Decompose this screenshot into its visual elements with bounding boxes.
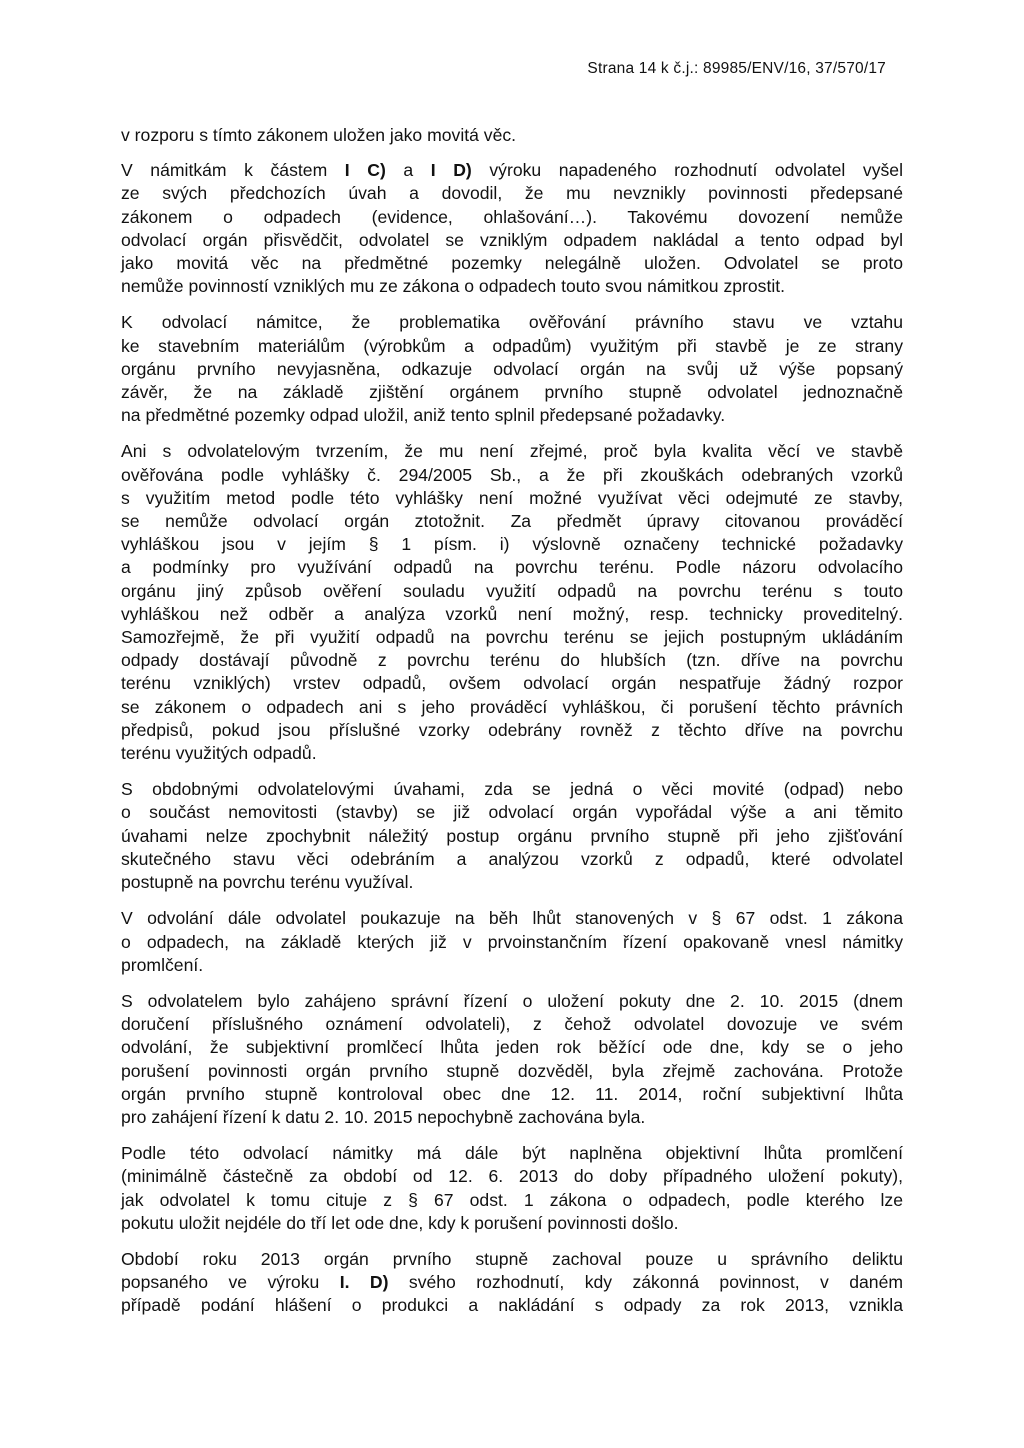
continuation-line: v rozporu s tímto zákonem uložen jako movitá věc.	[121, 125, 517, 145]
text-line: Samozřejmě, že při využití odpadů na povrchu terénu se jejich postupným ukládáním	[121, 627, 903, 648]
paragraph	[121, 159, 903, 298]
text-line: o součást nemovitosti (stavby) se již odvolací orgán vypořádal výše a ani těmito	[121, 802, 903, 823]
text-line: Podle této odvolací námitky má dále být naplněna objektivní lhůta promlčení	[121, 1143, 903, 1164]
document-body	[121, 124, 903, 1331]
text-line: se zákonem o odpadech ani s jeho prováděcí vyhláškou, či porušení těchto právních	[121, 696, 903, 717]
text-line: orgán prvního stupně kontroloval obec dne 12. 11. 2014, roční subjektivní lhůta	[121, 1083, 903, 1104]
text-line: ke stavebním materiálům (výrobkům a odpadům) využitým při stavbě je ze strany	[121, 335, 903, 356]
paragraph	[121, 778, 903, 894]
text-line: vyhláškou než odběr a analýza vzorků není možný, resp. technicky proveditelný.	[121, 603, 903, 624]
text-line: závěr, že na základě zjištění orgánem prvního stupně odvolatel jednoznačně	[121, 382, 903, 403]
text-line: ze svých předchozích úvah a dovodil, že mu nevznikly povinnosti předepsané	[121, 183, 903, 204]
text-line: vyhláškou jsou v jejím § 1 písm. i) výslovně označeny technické požadavky	[121, 534, 903, 555]
text-line: (minimálně částečně za období od 12. 6. 2013 do doby případného uložení pokuty),	[121, 1166, 903, 1187]
text-line: popsaného ve výroku I. D) svého rozhodnutí, kdy zákonná povinnost, v daném	[121, 1272, 904, 1293]
text-line: postupně na povrchu terénu využíval.	[121, 872, 414, 893]
text-line: orgánu jiný způsob ověření souladu využití odpadů na povrchu terénu s touto	[121, 580, 903, 601]
text-line: porušení povinnosti orgán prvního stupně dozvěděl, byla zřejmě zachována. Protože	[121, 1060, 903, 1081]
text-line: K odvolací námitce, že problematika ověřování právního stavu ve vztahu	[121, 312, 903, 333]
text-line: Období roku 2013 orgán prvního stupně zachoval pouze u správního deliktu	[121, 1248, 903, 1269]
text-line: předpisů, pokud jsou příslušné vzorky odebrány rovněž z těchto dříve na povrchu	[121, 719, 903, 740]
paragraph-list	[121, 159, 903, 1317]
paragraph	[121, 990, 903, 1129]
text-line: terénu vzniklých) vrstev odpadů, ovšem odvolací orgán nespatřuje žádný rozpor	[121, 673, 903, 694]
text-line: odvolací orgán přisvědčit, odvolatel se vzniklým odpadem nakládal a tento odpad byl	[121, 229, 903, 250]
text-line: o odpadech, na základě kterých již v prvoinstančním řízení opakovaně vnesl námitky	[121, 931, 903, 952]
text-line: V odvolání dále odvolatel poukazuje na běh lhůt stanovených v § 67 odst. 1 zákona	[121, 908, 903, 929]
paragraph	[121, 907, 903, 977]
text-line: na předmětné pozemky odpad uložil, aniž tento splnil předepsané požadavky.	[121, 405, 726, 426]
text-line: se nemůže odvolací orgán ztotožnit. Za předmět úpravy citovanou prováděcí	[121, 511, 903, 532]
text-line: nemůže povinností vzniklých mu ze zákona o odpadech touto svou námitkou zprostit.	[121, 276, 786, 297]
text-line: případě podání hlášení o produkci a nakládání s odpady za rok 2013, vznikla	[121, 1295, 903, 1316]
text-line: Ani s odvolatelovým tvrzením, že mu není zřejmé, proč byla kvalita věcí ve stavbě	[121, 441, 903, 462]
text-line: pro zahájení řízení k datu 2. 10. 2015 nepochybně zachována byla.	[121, 1106, 646, 1127]
text-line: S obdobnými odvolatelovými úvahami, zda se jedná o věci movité (odpad) nebo	[121, 779, 903, 800]
text-line: jako movitá věc na předmětné pozemky nelegálně uložen. Odvolatel se proto	[121, 253, 903, 274]
paragraph	[121, 1248, 903, 1318]
text-line: terénu využitých odpadů.	[121, 743, 317, 764]
text-line: V námitkám k částem I C) a I D) výroku napadeného rozhodnutí odvolatel vyšel	[121, 160, 903, 181]
page-reference: Strana 14 k č.j.: 89985/ENV/16, 37/570/17	[587, 60, 886, 77]
text-line: orgánu prvního nevyjasněna, odkazuje odvolací orgán na svůj už výše popsaný	[121, 358, 903, 379]
text-line: skutečného stavu věci odebráním a analýzou vzorků z odpadů, které odvolatel	[121, 848, 903, 869]
text-line: odvolání, že subjektivní promlčecí lhůta jeden rok běžící ode dne, kdy se o jeho	[121, 1037, 903, 1058]
text-line: zákonem o odpadech (evidence, ohlašování…). Takovému dovození nemůže	[121, 206, 903, 227]
text-line: úvahami nelze zpochybnit náležitý postup orgánu prvního stupně při jeho zjišťování	[121, 825, 903, 846]
text-line: jak odvolatel k tomu cituje z § 67 odst. 1 zákona o odpadech, podle kterého lze	[121, 1189, 903, 1210]
text-line: S odvolatelem bylo zahájeno správní řízení o uložení pokuty dne 2. 10. 2015 (dnem	[121, 990, 903, 1011]
text-line: s využitím metod podle této vyhlášky není možné využívat věci odejmuté ze stavby,	[121, 487, 903, 508]
text-line: promlčení.	[121, 954, 204, 975]
paragraph	[121, 311, 903, 427]
text-line: pokutu uložit nejdéle do tří let ode dne, kdy k porušení povinnosti došlo.	[121, 1212, 679, 1233]
text-line: doručení příslušného oznámení odvolateli), z čehož odvolatel dovozuje ve svém	[121, 1014, 903, 1035]
text-line: ověřována podle vyhlášky č. 294/2005 Sb., a že při zkouškách odebraných vzorků	[121, 464, 903, 485]
text-line: odpady dostávají původně z povrchu terénu do hlubších (tzn. dříve na povrchu	[121, 650, 903, 671]
paragraph	[121, 1142, 903, 1235]
text-line: a podmínky pro využívání odpadů na povrchu terénu. Podle názoru odvolacího	[121, 557, 903, 578]
paragraph	[121, 440, 903, 765]
